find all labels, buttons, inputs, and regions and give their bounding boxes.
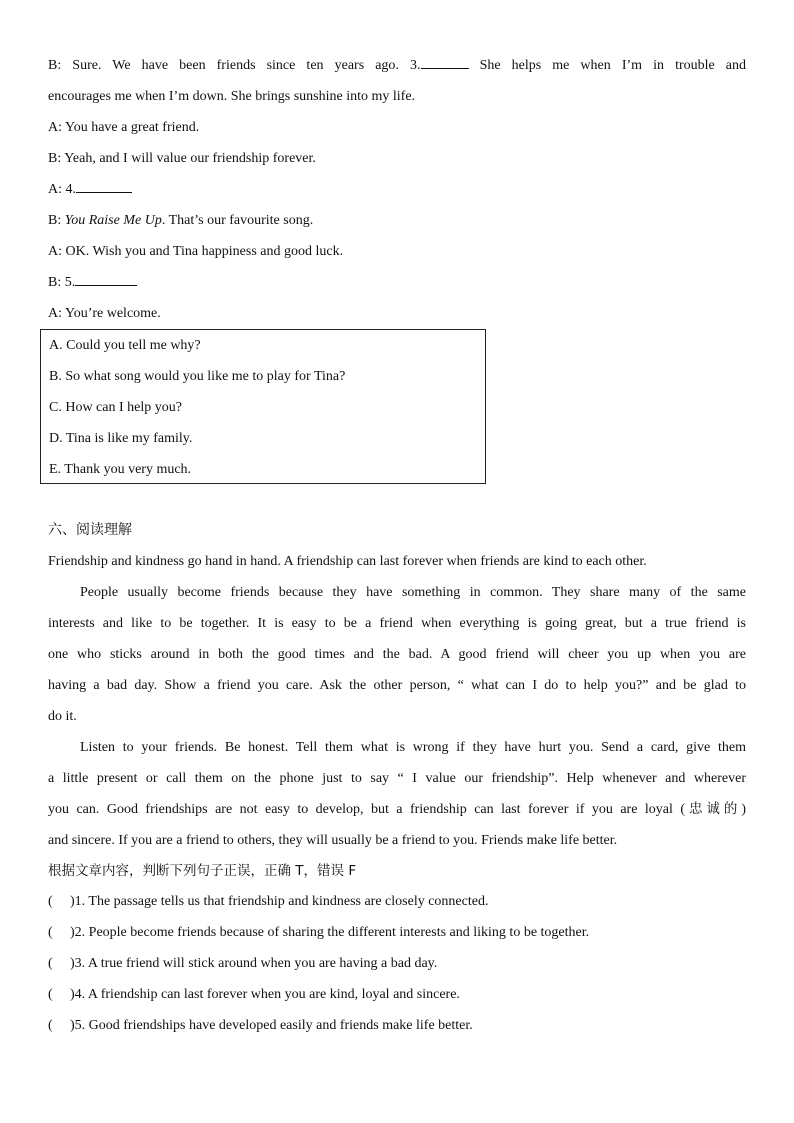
- reading-p3-line-3: you can. Good friendships are not easy to develop, but a friendship can last forever if you are loyal (忠诚的): [48, 801, 746, 817]
- answer-paren-4[interactable]: (: [48, 987, 53, 1002]
- reading-p2-line-4: having a bad day. Show a friend you care. Ask the other person, “ what can I do to help you?” and be glad to: [48, 678, 746, 693]
- dialogue-line-5: A: 4.: [48, 174, 746, 205]
- dialogue-line-1: B: Sure. We have been friends since ten years ago. 3. She helps me when I’m in trouble and: [48, 50, 746, 81]
- dialogue-line-3: A: You have a great friend.: [48, 120, 200, 135]
- reading-p2-line-5: do it.: [48, 709, 77, 724]
- question-4: ( )4. A friendship can last forever when you are kind, loyal and sincere.: [48, 979, 746, 1010]
- option-a: A. Could you tell me why?: [49, 338, 201, 353]
- answer-blank-3: [421, 54, 469, 69]
- section-title: 六、阅读理解: [48, 522, 132, 538]
- answer-blank-5: [75, 271, 137, 286]
- dialogue-line-2: encourages me when I’m down. She brings sunshine into my life.: [48, 89, 416, 104]
- reading-paragraph-1: Friendship and kindness go hand in hand. A friendship can last forever when friends are kind to each other.: [48, 554, 647, 569]
- dialogue-line-4: B: Yeah, and I will value our friendship forever.: [48, 151, 316, 166]
- dialogue-line-6: B: You Raise Me Up. That’s our favourite song.: [48, 213, 314, 228]
- answer-blank-4: [76, 178, 132, 193]
- option-c: C. How can I help you?: [49, 400, 182, 415]
- answer-paren-2[interactable]: (: [48, 925, 53, 940]
- reading-p2-line-2: interests and like to be together. It is easy to be a friend when everything is going great, but a true friend is: [48, 616, 746, 631]
- question-2: ( )2. People become friends because of sharing the different interests and liking to be together.: [48, 917, 746, 948]
- chinese-gloss: 忠诚的: [685, 801, 742, 817]
- dialogue-line-7: A: OK. Wish you and Tina happiness and good luck.: [48, 244, 344, 259]
- option-b: B. So what song would you like me to play for Tina?: [49, 369, 346, 384]
- reading-p3-line-2: a little present or call them on the phone just to say “ I value our friendship”. Help whenever and wherever: [48, 771, 746, 786]
- dialogue-line-9: A: You’re welcome.: [48, 306, 161, 321]
- answer-paren-3[interactable]: (: [48, 956, 53, 971]
- option-e: E. Thank you very much.: [49, 462, 192, 477]
- answer-paren-5[interactable]: (: [48, 1018, 53, 1033]
- answer-paren-1[interactable]: (: [48, 894, 53, 909]
- instruction-text: 根据文章内容，判断下列句子正误，正确 T，错误 F: [48, 863, 357, 879]
- options-box: [40, 329, 486, 484]
- option-d: D. Tina is like my family.: [49, 431, 193, 446]
- reading-p3-line-1: Listen to your friends. Be honest. Tell them what is wrong if they have hurt you. Send a card, give them: [80, 740, 746, 755]
- reading-p2-line-1: People usually become friends because they have something in common. They share many of the same: [80, 585, 746, 600]
- reading-p3-line-4: and sincere. If you are a friend to others, they will usually be a friend to you. Friends make life better.: [48, 833, 618, 848]
- song-title: You Raise Me Up: [64, 213, 162, 228]
- question-3: ( )3. A true friend will stick around when you are having a bad day.: [48, 948, 746, 979]
- question-1: ( )1. The passage tells us that friendship and kindness are closely connected.: [48, 886, 746, 917]
- question-5: ( )5. Good friendships have developed easily and friends make life better.: [48, 1010, 746, 1041]
- dialogue-line-8: B: 5.: [48, 267, 746, 298]
- worksheet-page: [48, 50, 746, 1041]
- reading-p2-line-3: one who sticks around in both the good times and the bad. A good friend will cheer you up when you are: [48, 647, 746, 662]
